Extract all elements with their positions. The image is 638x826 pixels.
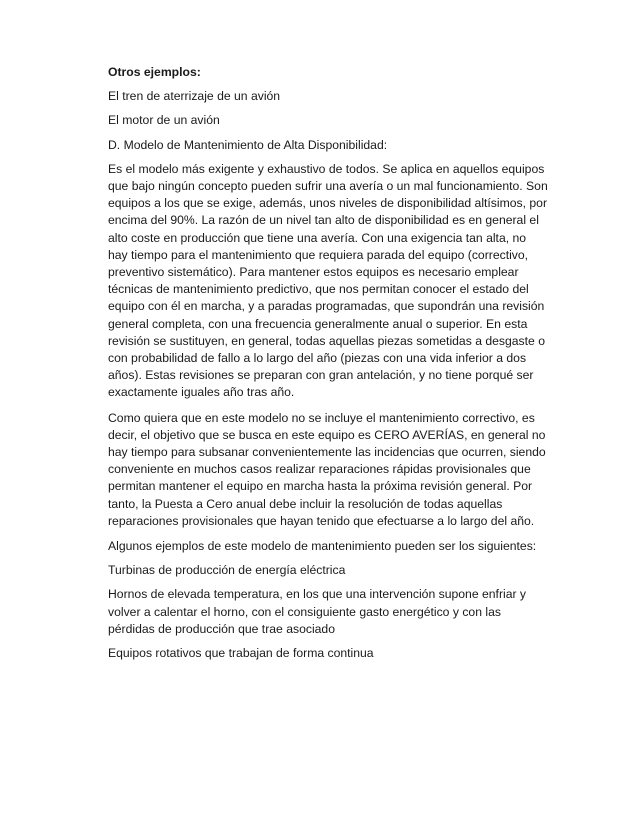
paragraph-aircraft-engine: El motor de un avión xyxy=(108,113,220,128)
paragraph-model-description: Es el modelo más exigente y exhaustivo de todos. Se aplica en aquellos equipos que bajo ningún concepto pueden sufrir una avería o un mal funcionamiento. Son equipos a los que se exige, además, unos niveles de disponibilidad altísimos, por encima del 90%. La razón de un nivel tan alto de disponibilidad es en general el alto coste en producción que tiene una avería. Con una exigencia tan alta, no hay tiempo para el mantenimiento que requiera parada del equipo (correctivo, preventivo sistemático). Para mantener estos equipos es necesario emplear técnicas de mantenimiento predictivo, que nos permitan conocer el estado del equipo con él en marcha, y a paradas programadas, que supondrán una revisión general completa, con una frecuencia generalmente anual o superior. En esta revisión se sustituyen, en general, todas aquellas piezas sometidas a desgaste o con probabilidad de fallo a lo largo del año (piezas con una vida inferior a dos años). Estas revisiones se preparan con gran antelación, y no tiene porqué ser exactamente iguales año tras año. xyxy=(108,161,548,400)
subsection-title: D. Modelo de Mantenimiento de Alta Disponibilidad: xyxy=(108,137,388,152)
document-body xyxy=(108,64,548,669)
paragraph-zero-failures: Como quiera que en este modelo no se incluye el mantenimiento correctivo, es decir, el objetivo que se busca en este equipo es CERO AVERÍAS, en general no hay tiempo para subsanar convenientemente las incidencias que ocurren, siendo conveniente en muchos casos realizar reparaciones rápidas provisionales que permitan mantener el equipo en marcha hasta la próxima revisión general. Por tanto, la Puesta a Cero anual debe incluir la resolución de todas aquellas reparaciones provisionales que hayan tenido que efectuarse a lo largo del año. xyxy=(108,410,546,528)
section-heading: Otros ejemplos: xyxy=(108,65,201,79)
paragraph-turbines: Turbinas de producción de energía eléctrica xyxy=(108,563,346,578)
paragraph-furnaces: Hornos de elevada temperatura, en los que una intervención supone enfriar y volver a calentar el horno, con el consiguiente gasto energético y con las pérdidas de producción que trae asociado xyxy=(108,587,527,636)
paragraph-rotating-equipment: Equipos rotativos que trabajan de forma continua xyxy=(108,646,374,661)
paragraph-examples-intro: Algunos ejemplos de este modelo de mantenimiento pueden ser los siguientes: xyxy=(108,539,537,554)
paragraph-landing-gear: El tren de aterrizaje de un avión xyxy=(108,89,281,104)
